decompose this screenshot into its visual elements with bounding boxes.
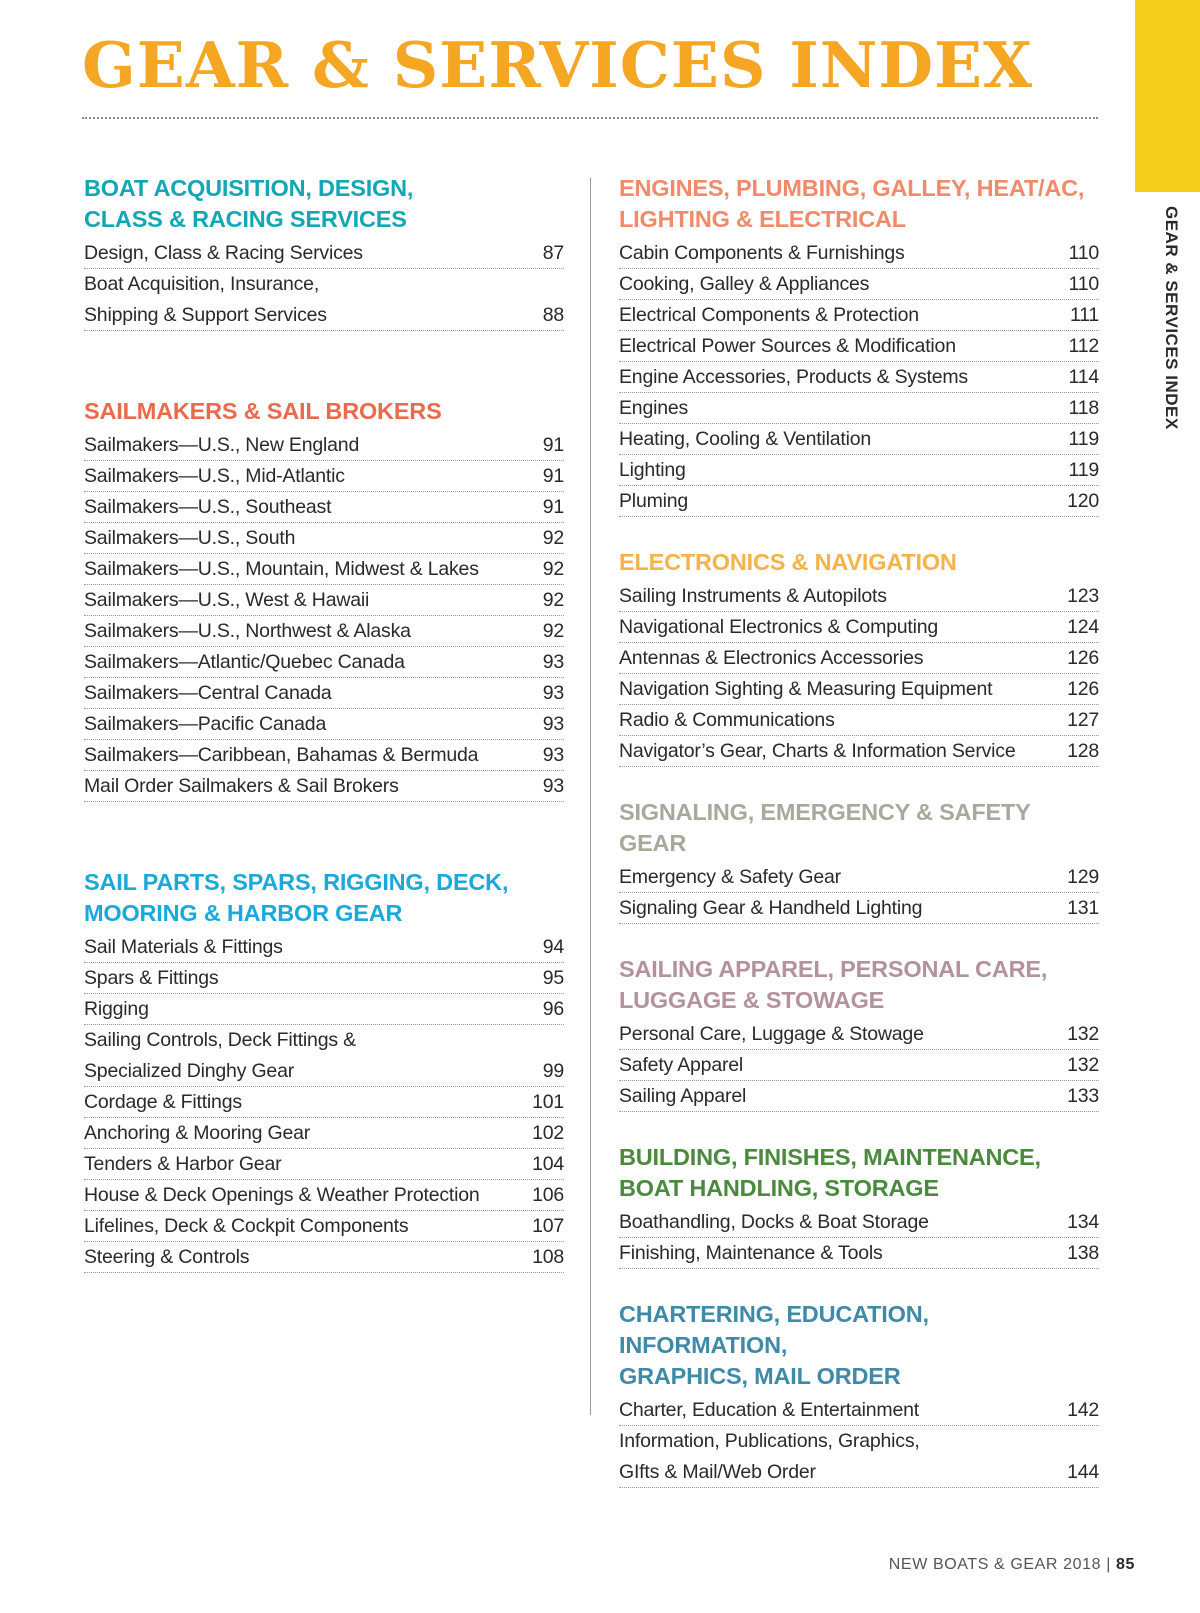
index-entry <box>84 523 564 554</box>
entry-page-number: 95 <box>542 966 564 989</box>
entry-label: Sailmakers—U.S., Mid-Atlantic <box>84 464 345 487</box>
entry-page-number: 106 <box>532 1183 564 1206</box>
entry-label: Anchoring & Mooring Gear <box>84 1121 311 1144</box>
entry-page-number: 93 <box>542 650 564 673</box>
index-entry <box>84 585 564 616</box>
section-spacer <box>619 1269 1099 1299</box>
right-column <box>619 173 1099 1488</box>
entry-label: House & Deck Openings & Weather Protection <box>84 1183 480 1206</box>
index-entry <box>619 362 1099 393</box>
entry-label: Sailmakers—Atlantic/Quebec Canada <box>84 650 405 673</box>
entry-page-number: 91 <box>542 464 564 487</box>
section-spacer <box>619 767 1099 797</box>
entry-label: Sailmakers—U.S., Mountain, Midwest & Lakes <box>84 557 479 580</box>
entry-label: Finishing, Maintenance & Tools <box>619 1241 883 1264</box>
title-divider <box>82 117 1098 119</box>
section-heading-line: SAIL PARTS, SPARS, RIGGING, DECK, <box>84 869 509 895</box>
entry-page-number: 112 <box>1068 334 1099 357</box>
index-entry <box>84 238 564 269</box>
index-section <box>84 173 564 331</box>
index-section <box>84 867 564 1273</box>
entry-page-number: 92 <box>542 526 564 549</box>
entry-label: GIfts & Mail/Web Order <box>619 1460 816 1483</box>
entry-page-number: 131 <box>1067 896 1099 919</box>
entry-page-number: 92 <box>542 619 564 642</box>
index-entry <box>84 492 564 523</box>
entry-label: Emergency & Safety Gear <box>619 865 841 888</box>
section-heading-line: BOAT ACQUISITION, DESIGN, <box>84 175 414 201</box>
entry-label: Personal Care, Luggage & Stowage <box>619 1022 924 1045</box>
entry-label: Sailmakers—Central Canada <box>84 681 332 704</box>
index-entry <box>84 1242 564 1273</box>
index-section <box>619 1299 1099 1488</box>
section-heading-line: LUGGAGE & STOWAGE <box>619 987 885 1013</box>
section-heading <box>619 1299 1099 1392</box>
entry-label: Antennas & Electronics Accessories <box>619 646 924 669</box>
entry-label: Sailmakers—U.S., South <box>84 526 296 549</box>
index-entry <box>84 1087 564 1118</box>
index-entry <box>84 461 564 492</box>
entry-page-number: 124 <box>1067 615 1099 638</box>
entry-page-number: 88 <box>542 303 564 326</box>
entry-label: Boat Acquisition, Insurance, <box>84 273 320 295</box>
entry-label: Design, Class & Racing Services <box>84 241 363 264</box>
section-heading-line: SAILMAKERS & SAIL BROKERS <box>84 398 442 424</box>
section-heading-line: ELECTRONICS & NAVIGATION <box>619 549 957 575</box>
entry-page-number: 123 <box>1067 584 1099 607</box>
index-entry <box>84 1056 564 1087</box>
index-entry <box>619 455 1099 486</box>
index-entry <box>84 554 564 585</box>
section-spacer <box>84 331 564 396</box>
entry-page-number: 132 <box>1067 1053 1099 1076</box>
entry-page-number: 110 <box>1068 272 1099 295</box>
section-heading-line: ENGINES, PLUMBING, GALLEY, HEAT/AC, <box>619 175 1085 201</box>
section-heading-line: SAILING APPAREL, PERSONAL CARE, <box>619 956 1048 982</box>
entry-label: Sailmakers—U.S., New England <box>84 433 360 456</box>
entry-label: Sailing Controls, Deck Fittings & <box>84 1029 356 1051</box>
index-entry <box>619 238 1099 269</box>
index-entry <box>619 1050 1099 1081</box>
entry-list <box>619 1019 1099 1112</box>
entry-page-number: 92 <box>542 588 564 611</box>
entry-page-number: 93 <box>542 774 564 797</box>
entry-label: Steering & Controls <box>84 1245 250 1268</box>
entry-page-number: 110 <box>1068 241 1099 264</box>
entry-page-number: 118 <box>1068 396 1099 419</box>
entry-page-number: 142 <box>1067 1398 1099 1421</box>
entry-label: Electrical Components & Protection <box>619 303 919 326</box>
entry-list <box>619 1395 1099 1488</box>
index-entry <box>84 963 564 994</box>
entry-page-number: 87 <box>542 241 564 264</box>
entry-page-number: 99 <box>542 1059 564 1082</box>
entry-label: Navigator’s Gear, Charts & Information Service <box>619 739 1016 762</box>
entry-label: Lighting <box>619 458 686 481</box>
entry-page-number: 93 <box>542 712 564 735</box>
entry-label: Sailmakers—Pacific Canada <box>84 712 327 735</box>
entry-page-number: 91 <box>542 433 564 456</box>
entry-page-number: 107 <box>532 1214 564 1237</box>
index-section <box>619 1142 1099 1269</box>
entry-label: Radio & Communications <box>619 708 835 731</box>
index-section <box>619 547 1099 767</box>
section-heading <box>619 954 1099 1016</box>
entry-label: Tenders & Harbor Gear <box>84 1152 282 1175</box>
entry-label: Sailmakers—Caribbean, Bahamas & Bermuda <box>84 743 479 766</box>
entry-page-number: 93 <box>542 743 564 766</box>
index-entry <box>619 1081 1099 1112</box>
index-section <box>619 797 1099 924</box>
index-entry <box>84 430 564 461</box>
entry-page-number: 132 <box>1067 1022 1099 1045</box>
index-entry <box>84 1118 564 1149</box>
index-entry <box>619 893 1099 924</box>
entry-label: Information, Publications, Graphics, <box>619 1430 920 1452</box>
index-entry <box>619 331 1099 362</box>
entry-label: Mail Order Sailmakers & Sail Brokers <box>84 774 399 797</box>
entry-label: Charter, Education & Entertainment <box>619 1398 919 1421</box>
index-entry <box>84 300 564 331</box>
index-entry <box>84 932 564 963</box>
index-entry <box>84 1211 564 1242</box>
entry-label: Sailmakers—U.S., West & Hawaii <box>84 588 370 611</box>
index-entry <box>619 862 1099 893</box>
index-entry <box>619 424 1099 455</box>
entry-label: Navigational Electronics & Computing <box>619 615 939 638</box>
footer-separator: | <box>1106 1556 1111 1573</box>
index-entry <box>619 300 1099 331</box>
index-section <box>84 396 564 802</box>
index-entry <box>84 709 564 740</box>
index-entry <box>619 486 1099 517</box>
entry-page-number: 129 <box>1067 865 1099 888</box>
entry-page-number: 102 <box>532 1121 564 1144</box>
entry-list <box>84 238 564 331</box>
index-entry <box>84 647 564 678</box>
section-heading <box>619 1142 1099 1204</box>
entry-page-number: 134 <box>1067 1210 1099 1233</box>
section-heading-line: LIGHTING & ELECTRICAL <box>619 206 906 232</box>
index-entry <box>619 705 1099 736</box>
index-entry <box>619 643 1099 674</box>
section-heading <box>84 173 564 235</box>
section-spacer <box>619 517 1099 547</box>
page-footer <box>840 1556 1135 1574</box>
left-column <box>84 173 564 1273</box>
index-section <box>619 173 1099 517</box>
section-heading <box>619 797 1099 859</box>
index-entry <box>84 994 564 1025</box>
section-spacer <box>619 924 1099 954</box>
section-heading-line: SIGNALING, EMERGENCY & SAFETY GEAR <box>619 799 1031 856</box>
entry-list <box>84 932 564 1273</box>
entry-label: Signaling Gear & Handheld Lighting <box>619 896 923 919</box>
entry-page-number: 120 <box>1067 489 1099 512</box>
entry-label: Sailmakers—U.S., Southeast <box>84 495 332 518</box>
entry-page-number: 94 <box>542 935 564 958</box>
index-entry <box>619 612 1099 643</box>
entry-page-number: 93 <box>542 681 564 704</box>
section-heading-line: BUILDING, FINISHES, MAINTENANCE, <box>619 1144 1041 1170</box>
index-entry <box>619 269 1099 300</box>
index-entry <box>84 1025 564 1056</box>
index-entry <box>619 1019 1099 1050</box>
entry-page-number: 119 <box>1068 427 1099 450</box>
entry-page-number: 96 <box>542 997 564 1020</box>
publication-name: NEW BOATS & GEAR 2018 <box>888 1556 1102 1573</box>
section-heading <box>84 867 564 929</box>
index-entry <box>619 1207 1099 1238</box>
entry-label: Rigging <box>84 997 149 1020</box>
entry-label: Navigation Sighting & Measuring Equipment <box>619 677 993 700</box>
entry-page-number: 119 <box>1068 458 1099 481</box>
entry-page-number: 126 <box>1067 646 1099 669</box>
section-heading <box>619 173 1099 235</box>
section-tab <box>1135 0 1200 192</box>
page-title: GEAR & SERVICES INDEX <box>82 28 1033 102</box>
index-entry <box>619 1238 1099 1269</box>
section-heading <box>619 547 1099 578</box>
section-heading-line: CLASS & RACING SERVICES <box>84 206 407 232</box>
index-entry <box>619 393 1099 424</box>
index-entry <box>84 1149 564 1180</box>
entry-list <box>619 238 1099 517</box>
entry-page-number: 144 <box>1067 1460 1099 1483</box>
entry-page-number: 92 <box>542 557 564 580</box>
entry-label: Engine Accessories, Products & Systems <box>619 365 968 388</box>
index-entry <box>619 1426 1099 1457</box>
entry-label: Lifelines, Deck & Cockpit Components <box>84 1214 409 1237</box>
section-spacer <box>619 1112 1099 1142</box>
index-section <box>619 954 1099 1112</box>
entry-label: Spars & Fittings <box>84 966 219 989</box>
entry-page-number: 91 <box>542 495 564 518</box>
entry-label: Electrical Power Sources & Modification <box>619 334 956 357</box>
index-entry <box>619 736 1099 767</box>
section-heading-line: BOAT HANDLING, STORAGE <box>619 1175 939 1201</box>
entry-page-number: 114 <box>1068 365 1099 388</box>
entry-page-number: 138 <box>1067 1241 1099 1264</box>
entry-label: Cabin Components & Furnishings <box>619 241 905 264</box>
entry-label: Engines <box>619 396 689 419</box>
index-entry <box>84 678 564 709</box>
section-heading-line: CHARTERING, EDUCATION, INFORMATION, <box>619 1301 929 1358</box>
entry-list <box>619 581 1099 767</box>
index-entry <box>84 771 564 802</box>
index-entry <box>84 269 564 300</box>
entry-label: Pluming <box>619 489 689 512</box>
entry-page-number: 104 <box>532 1152 564 1175</box>
entry-page-number: 126 <box>1067 677 1099 700</box>
index-entry <box>619 674 1099 705</box>
entry-page-number: 133 <box>1067 1084 1099 1107</box>
index-entry <box>84 616 564 647</box>
index-entry <box>619 581 1099 612</box>
entry-label: Cordage & Fittings <box>84 1090 242 1113</box>
entry-page-number: 101 <box>532 1090 564 1113</box>
entry-label: Sailing Instruments & Autopilots <box>619 584 887 607</box>
index-entry <box>619 1457 1099 1488</box>
entry-page-number: 127 <box>1067 708 1099 731</box>
page-number: 85 <box>1116 1556 1135 1573</box>
entry-label: Sail Materials & Fittings <box>84 935 283 958</box>
side-section-label: GEAR & SERVICES INDEX <box>1162 206 1181 430</box>
entry-list <box>84 430 564 802</box>
index-entry <box>84 740 564 771</box>
index-entry <box>619 1395 1099 1426</box>
entry-label: Sailing Apparel <box>619 1084 747 1107</box>
index-entry <box>84 1180 564 1211</box>
section-heading-line: MOORING & HARBOR GEAR <box>84 900 403 926</box>
entry-label: Heating, Cooling & Ventilation <box>619 427 872 450</box>
entry-label: Cooking, Galley & Appliances <box>619 272 870 295</box>
section-heading-line: GRAPHICS, MAIL ORDER <box>619 1363 901 1389</box>
entry-label: Safety Apparel <box>619 1053 744 1076</box>
entry-page-number: 128 <box>1067 739 1099 762</box>
entry-label: Specialized Dinghy Gear <box>84 1059 295 1082</box>
entry-page-number: 111 <box>1069 303 1099 326</box>
entry-label: Shipping & Support Services <box>84 303 327 326</box>
column-divider <box>590 178 591 1415</box>
entry-page-number: 108 <box>532 1245 564 1268</box>
entry-label: Boathandling, Docks & Boat Storage <box>619 1210 929 1233</box>
entry-label: Sailmakers—U.S., Northwest & Alaska <box>84 619 411 642</box>
entry-list <box>619 862 1099 924</box>
section-heading <box>84 396 564 427</box>
section-spacer <box>84 802 564 867</box>
entry-list <box>619 1207 1099 1269</box>
